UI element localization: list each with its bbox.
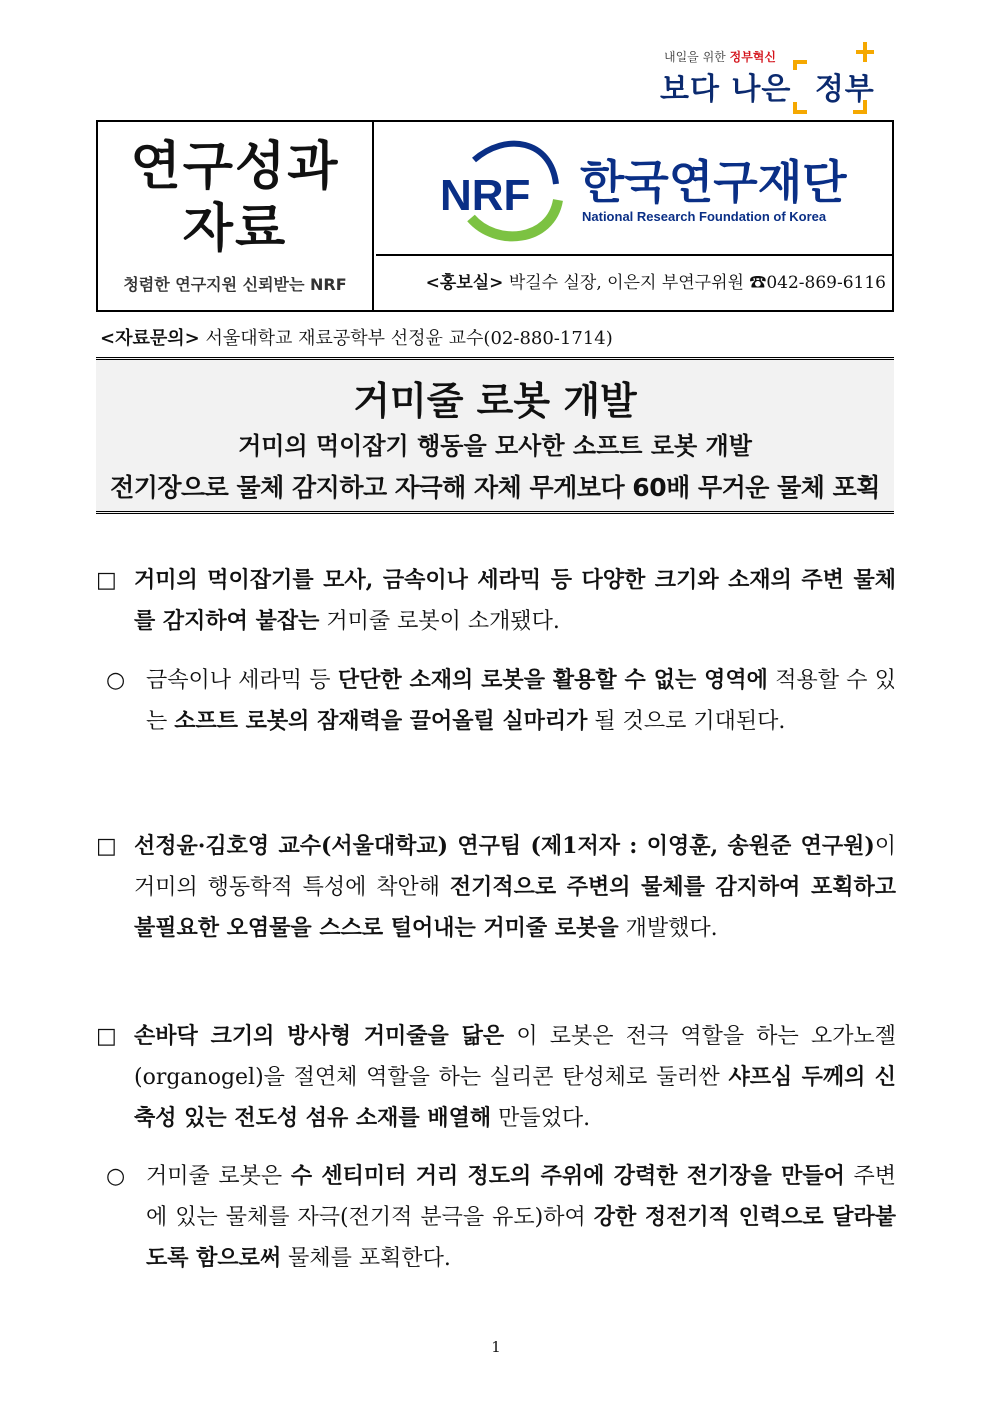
square-bullet-icon: □ [96,1024,117,1049]
slogan-main: 보다 나은 정부 [660,72,875,107]
slogan-tagline: 내일을 위한 정부혁신 [664,50,776,64]
paragraph-4: □ 손바닥 크기의 방사형 거미줄을 닮은 이 로봇은 전극 역할을 하는 오가노젤(organogel)을 절연체 역할을 하는 실리콘 탄성체로 둘러싼 샤프심 두께의 신축성 있는 전도성 섬유 소재를 배열해 만들었다. [96,1016,896,1139]
headline-sub1: 거미의 먹이잡기 행동을 모사한 소프트 로봇 개발 [238,432,752,460]
headline-title: 거미줄 로봇 개발 [353,379,637,423]
paragraph-5: ○ 거미줄 로봇은 수 센티미터 거리 정도의 주위에 강력한 전기장을 만들어 주변에 있는 물체를 자극(전기적 분극을 유도)하여 강한 정전기적 인력으로 달라붙도록 함으로써 물체를 포획한다. [106,1156,896,1279]
header-box [96,120,894,312]
headline-box [96,357,894,514]
logo-korean: 한국연구재단 [580,155,847,209]
circle-bullet-icon: ○ [106,1164,126,1189]
doc-type-cell [98,122,374,310]
page-number: 1 [491,1338,501,1356]
inquiry-line: <자료문의> 서울대학교 재료공학부 선정윤 교수(02-880-1714) [100,328,613,349]
square-bullet-icon: □ [96,568,117,593]
nrf-slogan: 청렴한 연구지원 신뢰받는 NRF [123,275,347,294]
paragraph-3: □ 선정윤·김호영 교수(서울대학교) 연구팀 (제1저자 : 이영훈, 송원준 연구원)이 거미의 행동학적 특성에 착안해 전기적으로 주변의 물체를 감지하여 포획하고 불필요한 오염물을 스스로 털어내는 거미줄 로봇을 개발했다. [96,826,896,949]
phone-icon: ☎ [749,273,767,293]
circle-bullet-icon: ○ [106,668,126,693]
paragraph-2: ○ 금속이나 세라믹 등 단단한 소재의 로봇을 활용할 수 없는 영역에 적용할 수 있는 소프트 로봇의 잠재력을 끌어올릴 실마리가 될 것으로 기대된다. [106,660,896,742]
nrf-logo [376,122,892,256]
doc-type-title: 연구성과 자료 [130,137,340,259]
logo-english: National Research Foundation of Korea [582,209,827,224]
gov-slogan [660,42,900,120]
logo-abbr: NRF [440,171,531,220]
paragraph-1: □ 거미의 먹이잡기를 모사, 금속이나 세라믹 등 다양한 크기와 소재의 주변 물체를 감지하여 붙잡는 거미줄 로봇이 소개됐다. [96,560,896,642]
pr-contact: <홍보실> 박길수 실장, 이은지 부연구위원 ☎042-869-6116 [425,273,886,293]
square-bullet-icon: □ [96,834,117,859]
headline-sub2: 전기장으로 물체 감지하고 자극해 자체 무게보다 60배 무거운 물체 포획 [110,473,880,502]
nrf-logo-icon [376,122,892,254]
